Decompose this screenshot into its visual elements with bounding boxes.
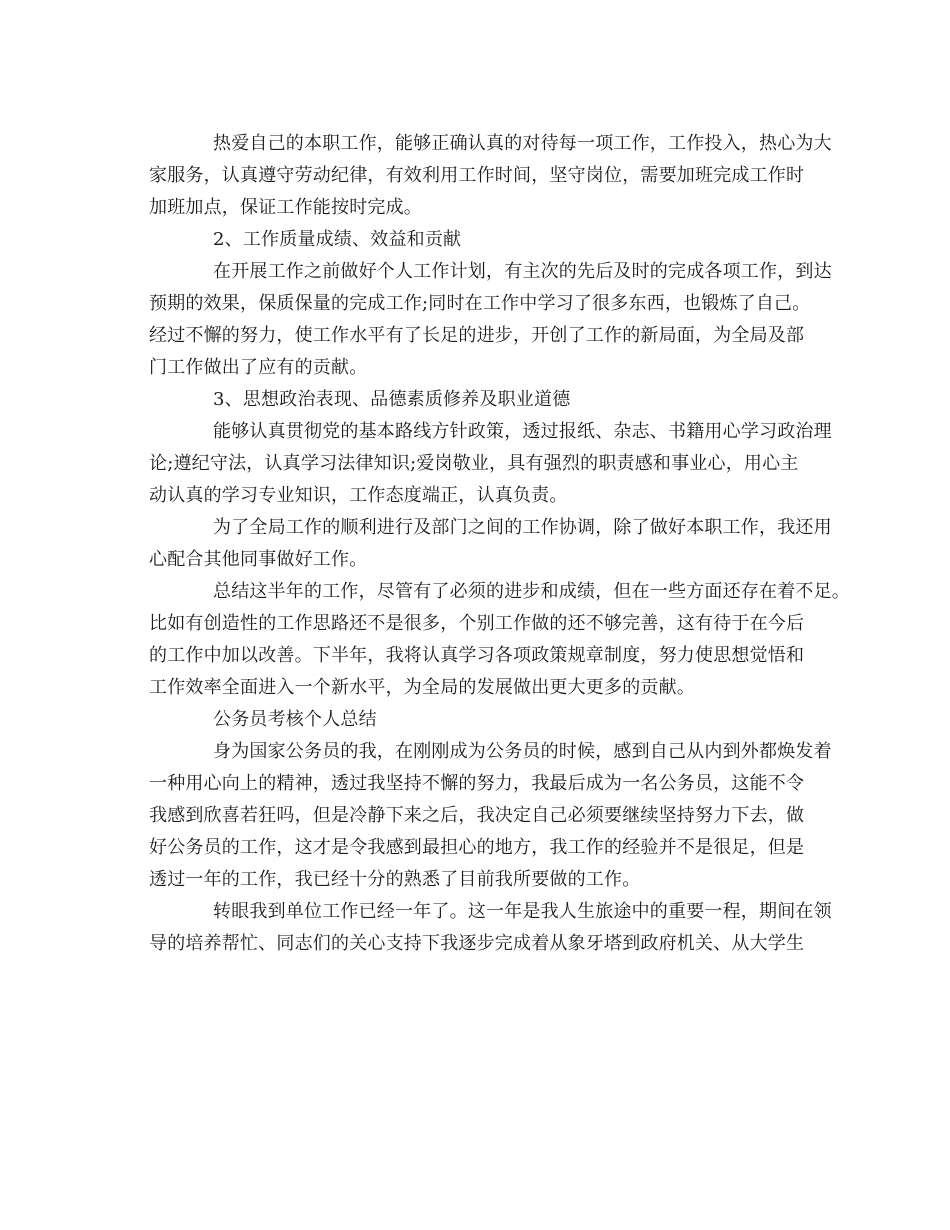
text-line: 总结这半年的工作，尽管有了必须的进步和成绩，但在一些方面还存在着不足。	[213, 581, 850, 602]
text-line: 心配合其他同事做好工作。	[149, 549, 368, 570]
text-line: 公务员考核个人总结	[213, 709, 377, 730]
document-body	[113, 128, 850, 960]
text-line: 动认真的学习专业知识，工作态度端正，认真负责。	[149, 485, 568, 506]
text-line: 论;遵纪守法，认真学习法律知识;爱岗敬业，具有强烈的职责感和事业心，用心主	[149, 453, 799, 474]
paragraph-civil-servant-intro	[113, 736, 832, 896]
text-line: 为了全局工作的顺利进行及部门之间的工作协调，除了做好本职工作，我还用	[213, 517, 832, 538]
text-line: 我感到欣喜若狂吗，但是冷静下来之后，我决定自己必须要继续坚持努力下去，做	[149, 805, 805, 826]
text-line: 热爱自己的本职工作，能够正确认真的对待每一项工作，工作投入，热心为大	[213, 133, 832, 154]
text-line: 比如有创造性的工作思路还不是很多，个别工作做的还不够完善，这有待于在今后	[149, 613, 805, 634]
text-line: 3、思想政治表现、品德素质修养及职业道德	[213, 389, 571, 410]
text-line: 工作效率全面进入一个新水平，为全局的发展做出更大更多的贡献。	[149, 677, 695, 698]
text-line: 好公务员的工作，这才是令我感到最担心的地方，我工作的经验并不是很足，但是	[149, 837, 805, 858]
paragraph-summary	[113, 576, 850, 704]
text-line: 透过一年的工作，我已经十分的熟悉了目前我所要做的工作。	[149, 869, 641, 890]
section-heading-work-quality	[113, 224, 813, 256]
section-heading-political-performance	[113, 384, 813, 416]
text-line: 一种用心向上的精神，透过我坚持不懈的努力，我最后成为一名公务员，这能不令	[149, 773, 805, 794]
text-line: 预期的效果，保质保量的完成工作;同时在工作中学习了很多东西，也锻炼了自己。	[149, 293, 811, 314]
text-line: 在开展工作之前做好个人工作计划，有主次的先后及时的完成各项工作，到达	[213, 261, 832, 282]
paragraph-cooperation	[113, 512, 832, 576]
text-line: 能够认真贯彻党的基本路线方针政策，透过报纸、杂志、书籍用心学习政治理	[213, 421, 832, 442]
text-line: 加班加点，保证工作能按时完成。	[149, 197, 422, 218]
text-line: 经过不懈的努力，使工作水平有了长足的进步，开创了工作的新局面，为全局及部	[149, 325, 805, 346]
paragraph-work-quality	[113, 256, 832, 384]
section-heading-civil-servant-summary	[113, 704, 813, 736]
text-line: 家服务，认真遵守劳动纪律，有效利用工作时间，坚守岗位，需要加班完成工作时	[149, 165, 805, 186]
text-line: 身为国家公务员的我，在刚刚成为公务员的时候，感到自己从内到外都焕发着	[213, 741, 832, 762]
text-line: 的工作中加以改善。下半年，我将认真学习各项政策规章制度，努力使思想觉悟和	[149, 645, 805, 666]
text-line: 导的培养帮忙、同志们的关心支持下我逐步完成着从象牙塔到政府机关、从大学生	[149, 933, 805, 954]
text-line: 门工作做出了应有的贡献。	[149, 357, 368, 378]
text-line: 转眼我到单位工作已经一年了。这一年是我人生旅途中的重要一程，期间在领	[213, 901, 832, 922]
paragraph-political-performance	[113, 416, 832, 512]
paragraph-work-attitude	[113, 128, 832, 224]
paragraph-one-year-review	[113, 896, 832, 960]
text-line: 2、工作质量成绩、效益和贡献	[213, 229, 462, 250]
